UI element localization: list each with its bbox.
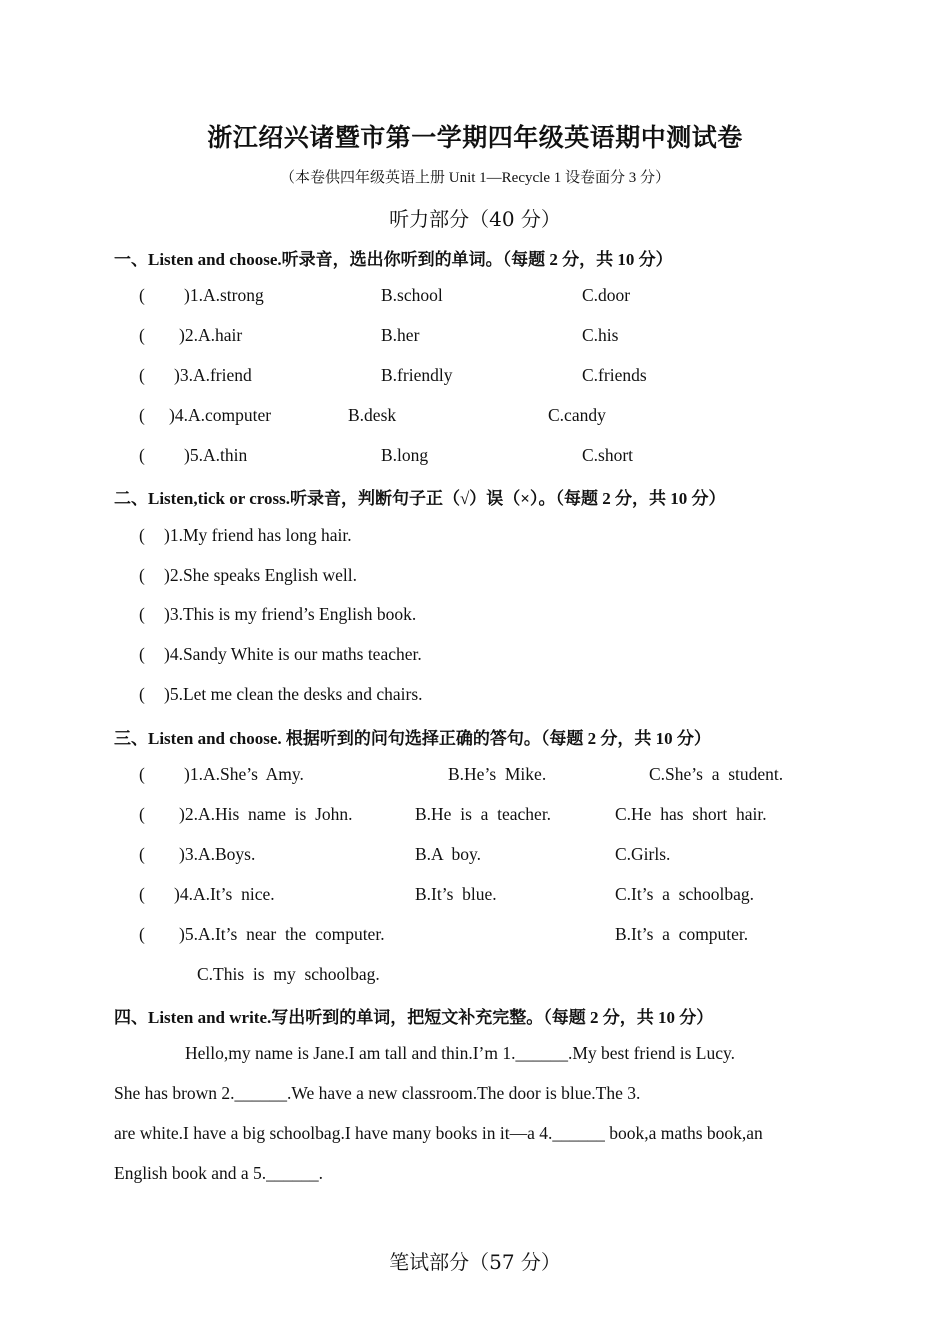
listening-part-title: 听力部分（40 分）	[389, 207, 561, 231]
statement: )1.My friend has long hair.	[164, 525, 352, 545]
answer-paren: (	[139, 804, 145, 824]
option-c: C.friends	[582, 365, 647, 385]
question-row	[0, 445, 950, 471]
passage-line: English book and a 5.______.	[114, 1163, 324, 1183]
option-c: C.candy	[548, 405, 606, 425]
option-b: B.her	[381, 325, 420, 345]
answer-paren: (	[139, 365, 145, 385]
option-b: B.desk	[348, 405, 397, 425]
page-title: 浙江绍兴诸暨市第一学期四年级英语期中测试卷	[207, 123, 743, 152]
question-row	[0, 525, 950, 551]
option-a: )4.A.computer	[169, 405, 272, 425]
option-b: B.school	[381, 285, 443, 305]
option-a: )5.A.It’s near the computer.	[179, 924, 385, 944]
page-subtitle: （本卷供四年级英语上册 Unit 1—Recycle 1 设卷面分 3 分）	[280, 170, 670, 186]
option-b: B.long	[381, 445, 429, 465]
option-c: C.It’s a schoolbag.	[615, 884, 755, 904]
answer-paren: (	[139, 405, 145, 425]
answer-paren: (	[139, 924, 145, 944]
question-row	[0, 604, 950, 630]
passage-line: Hello,my name is Jane.I am tall and thin.I’m 1.______.My best friend is Lucy.	[185, 1043, 736, 1063]
statement: )2.She speaks English well.	[164, 565, 357, 585]
option-b: B.friendly	[381, 365, 453, 385]
passage-line: are white.I have a big schoolbag.I have many books in it—a 4.______ book,a maths book,an	[114, 1123, 763, 1143]
option-a: )2.A.His name is John.	[179, 804, 353, 824]
option-b: B.It’s blue.	[415, 884, 497, 904]
option-a: )2.A.hair	[179, 325, 243, 345]
question-row	[0, 884, 950, 910]
question-row	[0, 684, 950, 710]
question-row	[0, 365, 950, 391]
option-c-extra: C.This is my schoolbag.	[197, 964, 380, 984]
answer-paren: (	[139, 684, 145, 704]
question-row	[0, 644, 950, 670]
option-c: C.door	[582, 285, 631, 305]
answer-paren: (	[139, 325, 145, 345]
question-row	[0, 924, 950, 950]
option-c: C.his	[582, 325, 619, 345]
passage-line: She has brown 2.______.We have a new classroom.The door is blue.The 3.	[114, 1083, 641, 1103]
option-a: )1.A.strong	[184, 285, 264, 305]
question-row	[0, 325, 950, 351]
option-b: B.He is a teacher.	[415, 804, 552, 824]
answer-paren: (	[139, 644, 145, 664]
option-c: C.He has short hair.	[615, 804, 767, 824]
answer-paren: (	[139, 884, 145, 904]
option-b: B.He’s Mike.	[448, 764, 547, 784]
answer-paren: (	[139, 525, 145, 545]
question-row	[0, 285, 950, 311]
question-row	[0, 844, 950, 870]
option-a: )3.A.Boys.	[179, 844, 256, 864]
statement: )5.Let me clean the desks and chairs.	[164, 684, 423, 704]
answer-paren: (	[139, 285, 145, 305]
option-a: )5.A.thin	[184, 445, 248, 465]
option-a: )3.A.friend	[174, 365, 252, 385]
question-row-continuation	[0, 964, 950, 990]
question-row	[0, 565, 950, 591]
option-c: C.short	[582, 445, 634, 465]
section2-heading: 二、Listen,tick or cross.听录音，判断句子正（√）误（×）。（每题 2 分，共 10 分）	[114, 489, 726, 508]
option-c: C.Girls.	[615, 844, 671, 864]
section3-heading: 三、Listen and choose. 根据听到的问句选择正确的答句。（每题 2 分，共 10 分）	[114, 729, 711, 748]
question-row	[0, 405, 950, 431]
answer-paren: (	[139, 604, 145, 624]
statement: )4.Sandy White is our maths teacher.	[164, 644, 422, 664]
option-a: )4.A.It’s nice.	[174, 884, 275, 904]
statement: )3.This is my friend’s English book.	[164, 604, 417, 624]
question-row	[0, 804, 950, 830]
answer-paren: (	[139, 565, 145, 585]
section4-heading: 四、Listen and write.写出听到的单词，把短文补充完整。（每题 2 分，共 10 分）	[114, 1008, 714, 1027]
written-part-title: 笔试部分（57 分）	[389, 1250, 561, 1274]
answer-paren: (	[139, 764, 145, 784]
section1-heading: 一、Listen and choose.听录音，选出你听到的单词。（每题 2 分，共 10 分）	[114, 250, 673, 269]
option-c: B.It’s a computer.	[615, 924, 749, 944]
option-a: )1.A.She’s Amy.	[184, 764, 304, 784]
question-row	[0, 764, 950, 790]
option-c: C.She’s a student.	[649, 764, 784, 784]
option-b: B.A boy.	[415, 844, 481, 864]
answer-paren: (	[139, 844, 145, 864]
answer-paren: (	[139, 445, 145, 465]
